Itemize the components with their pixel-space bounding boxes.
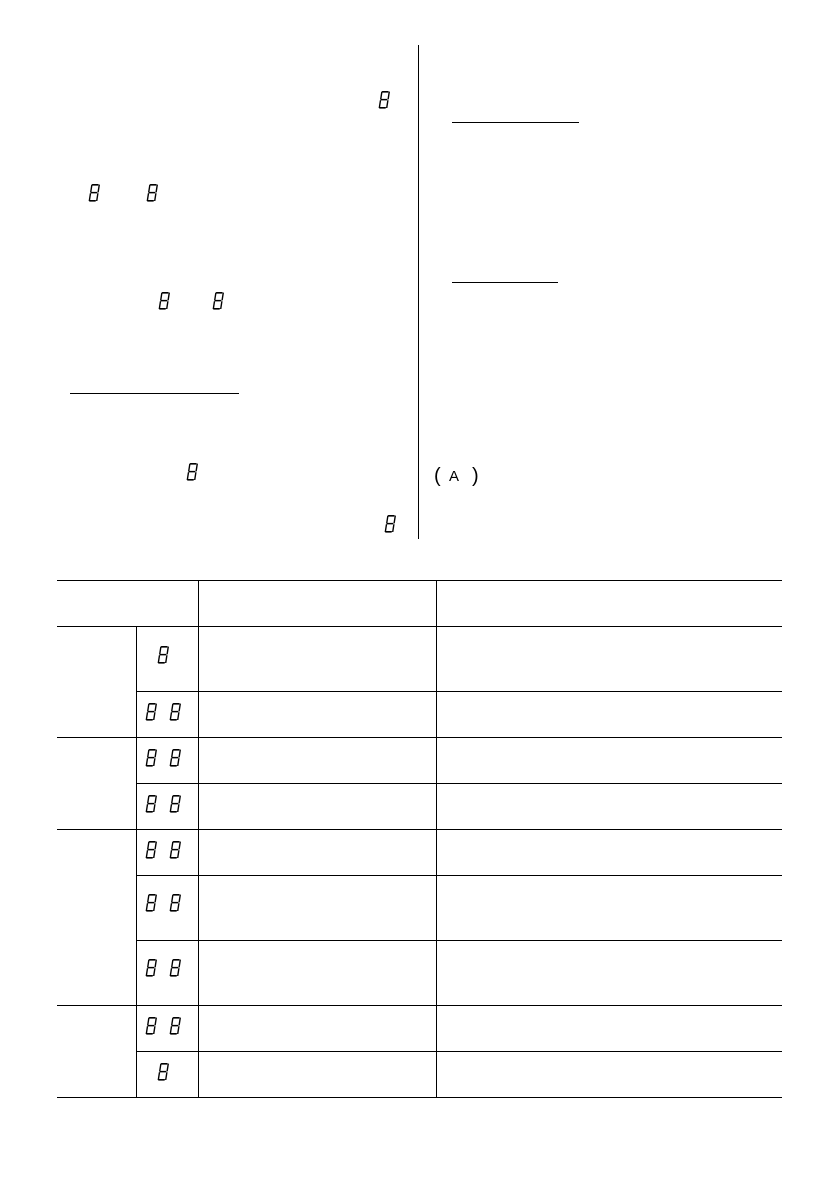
digit-3	[169, 958, 182, 978]
digit-8	[145, 702, 158, 722]
digit-6	[145, 794, 158, 814]
table-row	[157, 645, 170, 665]
digit-9	[169, 702, 182, 722]
digit-g	[158, 291, 171, 311]
table-rule	[57, 829, 782, 830]
table-rule	[137, 940, 782, 941]
display-symbol-f	[384, 514, 397, 534]
display-symbol-f	[212, 291, 225, 311]
column-divider	[418, 45, 419, 539]
table-row	[145, 1016, 182, 1036]
table-rule	[57, 1005, 782, 1006]
digit-g	[186, 462, 199, 482]
table-row	[145, 702, 182, 722]
table-rule	[136, 626, 137, 1098]
table-rule	[137, 1051, 782, 1052]
display-symbol-g	[186, 462, 199, 482]
table-rule	[198, 580, 199, 1098]
display-symbol-g	[158, 291, 171, 311]
table-row	[157, 1062, 170, 1082]
digit-f	[378, 90, 391, 110]
table-rule	[57, 580, 782, 581]
digit-2	[145, 958, 158, 978]
digit-f	[146, 183, 159, 203]
table-row	[145, 840, 182, 860]
digit-5	[169, 840, 182, 860]
table-row	[145, 893, 182, 913]
table-row	[145, 958, 182, 978]
bracket-right-icon: )	[472, 465, 479, 487]
digit-f	[212, 291, 225, 311]
display-symbol-f	[146, 183, 159, 203]
digit-4	[145, 840, 158, 860]
digit-7	[145, 748, 158, 768]
underline-rule	[452, 282, 558, 283]
digit-7	[169, 794, 182, 814]
table-rule	[57, 626, 782, 627]
table-rule	[57, 1097, 782, 1098]
table-rule	[137, 691, 782, 692]
table-rule	[137, 875, 782, 876]
table-rule	[57, 737, 782, 738]
underline-rule	[452, 122, 579, 123]
digit-2	[169, 1016, 182, 1036]
digit-1	[157, 1062, 170, 1082]
digit-g	[88, 183, 101, 203]
digit-f	[384, 514, 397, 534]
table-rule	[137, 783, 782, 784]
digit-8	[169, 748, 182, 768]
digit-p	[157, 645, 170, 665]
digit-1	[145, 1016, 158, 1036]
digit-4	[169, 893, 182, 913]
bracket-left-icon: (	[434, 465, 441, 487]
table-row	[145, 748, 182, 768]
table-row	[145, 794, 182, 814]
display-symbol-f	[378, 90, 391, 110]
a-label: A	[449, 468, 460, 485]
table-rule	[436, 580, 437, 1098]
digit-3	[145, 893, 158, 913]
display-symbol-g	[88, 183, 101, 203]
underline-rule	[70, 393, 239, 394]
